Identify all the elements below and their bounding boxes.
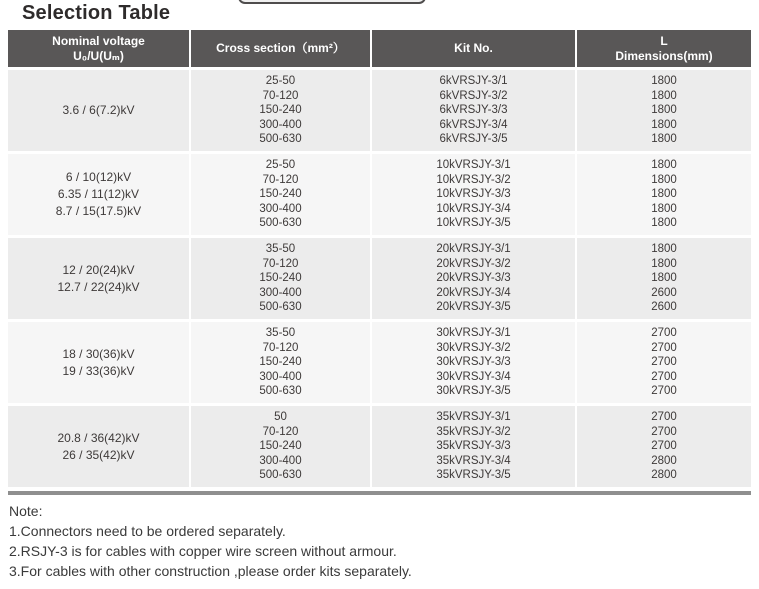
kit-no-cell (372, 154, 575, 235)
header-dimensions (577, 30, 751, 67)
cross-section-value: 300-400 (259, 118, 302, 131)
kit-no-cell (372, 70, 575, 151)
note-item-3: 3.For cables with other construction ,please order kits separately. (9, 563, 412, 579)
cross-section-value: 70-120 (262, 425, 299, 438)
cross-section-value: 150-240 (259, 356, 302, 369)
voltage-cell (8, 406, 189, 487)
dimension-value: 2600 (651, 301, 677, 314)
kit-no-value: 10kVRSJY-3/2 (436, 173, 511, 186)
kit-no-value: 20kVRSJY-3/3 (436, 272, 511, 285)
header-kit-no-label: Kit No. (454, 41, 493, 55)
cropped-top-element (238, 0, 426, 4)
kit-no-value: 35kVRSJY-3/4 (436, 454, 511, 467)
cross-section-value: 150-240 (259, 104, 302, 117)
dimension-value: 2700 (651, 327, 677, 340)
header-kit-no (372, 30, 575, 67)
table-group-row (8, 154, 751, 235)
note-item-1: 1.Connectors need to be ordered separately. (9, 523, 286, 539)
table-group-row (8, 70, 751, 151)
dimension-value: 1800 (651, 133, 677, 146)
dimension-cell (577, 238, 751, 319)
dimension-value: 1800 (651, 217, 677, 230)
kit-no-value: 10kVRSJY-3/3 (436, 188, 511, 201)
cross-section-cell (191, 238, 370, 319)
cross-section-value: 50 (274, 411, 287, 424)
kit-no-value: 6kVRSJY-3/1 (439, 75, 508, 88)
dimension-value: 1800 (651, 75, 677, 88)
cross-section-value: 35-50 (265, 327, 296, 340)
cross-section-cell (191, 322, 370, 403)
dimension-value: 2700 (651, 370, 677, 383)
dimension-value: 2700 (651, 341, 677, 354)
dimension-value: 1800 (651, 118, 677, 131)
dimension-value: 2700 (651, 411, 677, 424)
dimension-value: 2800 (651, 469, 677, 482)
cross-section-value: 35-50 (265, 243, 296, 256)
dimension-value: 1800 (651, 89, 677, 102)
dimension-value: 1800 (651, 188, 677, 201)
header-dimensions-line2: Dimensions(mm) (615, 48, 713, 63)
table-header-row (8, 30, 751, 67)
table-bottom-border (8, 491, 751, 495)
kit-no-value: 6kVRSJY-3/3 (439, 104, 508, 117)
voltage-value: 6.35 / 11(12)kV (57, 187, 140, 201)
kit-no-value: 30kVRSJY-3/3 (436, 356, 511, 369)
kit-no-value: 10kVRSJY-3/1 (436, 159, 511, 172)
cross-section-value: 500-630 (259, 133, 302, 146)
dimension-value: 1800 (651, 173, 677, 186)
cross-section-cell (191, 154, 370, 235)
note-item-2: 2.RSJY-3 is for cables with copper wire screen without armour. (9, 543, 397, 559)
notes-section (9, 501, 749, 581)
cross-section-value: 150-240 (259, 188, 302, 201)
kit-no-value: 6kVRSJY-3/2 (439, 89, 508, 102)
dimension-value: 1800 (651, 257, 677, 270)
cross-section-value: 70-120 (262, 173, 299, 186)
voltage-cell (8, 238, 189, 319)
header-cross-section-label: Cross section（mm²） (216, 41, 345, 55)
cross-section-cell (191, 70, 370, 151)
cross-section-value: 70-120 (262, 257, 299, 270)
kit-no-value: 6kVRSJY-3/5 (439, 133, 508, 146)
kit-no-value: 10kVRSJY-3/4 (436, 202, 511, 215)
kit-no-value: 30kVRSJY-3/5 (436, 385, 511, 398)
voltage-cell (8, 70, 189, 151)
header-nominal-voltage (8, 30, 189, 67)
kit-no-value: 6kVRSJY-3/4 (439, 118, 508, 131)
dimension-value: 2800 (651, 454, 677, 467)
cross-section-cell (191, 406, 370, 487)
dimension-value: 1800 (651, 159, 677, 172)
kit-no-value: 30kVRSJY-3/4 (436, 370, 511, 383)
cross-section-value: 500-630 (259, 469, 302, 482)
voltage-cell (8, 154, 189, 235)
header-cross-section (191, 30, 370, 67)
dimension-value: 1800 (651, 104, 677, 117)
dimension-value: 1800 (651, 272, 677, 285)
cross-section-value: 300-400 (259, 454, 302, 467)
kit-no-value: 35kVRSJY-3/5 (436, 469, 511, 482)
kit-no-value: 30kVRSJY-3/1 (436, 327, 511, 340)
kit-no-value: 35kVRSJY-3/1 (436, 411, 511, 424)
dimension-cell (577, 406, 751, 487)
dimension-value: 2700 (651, 385, 677, 398)
kit-no-cell (372, 322, 575, 403)
table-group-row (8, 406, 751, 487)
cross-section-value: 500-630 (259, 301, 302, 314)
cross-section-value: 300-400 (259, 286, 302, 299)
kit-no-value: 20kVRSJY-3/1 (436, 243, 511, 256)
kit-no-cell (372, 406, 575, 487)
kit-no-value: 30kVRSJY-3/2 (436, 341, 511, 354)
cross-section-value: 70-120 (262, 89, 299, 102)
table-group-row (8, 322, 751, 403)
cross-section-value: 70-120 (262, 341, 299, 354)
kit-no-value: 20kVRSJY-3/5 (436, 301, 511, 314)
kit-no-cell (372, 238, 575, 319)
dimension-cell (577, 154, 751, 235)
dimension-value: 2600 (651, 286, 677, 299)
voltage-value: 3.6 / 6(7.2)kV (62, 103, 135, 117)
notes-title: Note: (9, 503, 43, 519)
voltage-value: 18 / 30(36)kV (62, 346, 135, 361)
cross-section-value: 300-400 (259, 370, 302, 383)
dimension-value: 2700 (651, 356, 677, 369)
voltage-value: 19 / 33(36)kV (62, 363, 135, 378)
kit-no-value: 20kVRSJY-3/2 (436, 257, 511, 270)
voltage-value: 20.8 / 36(42)kV (57, 430, 140, 445)
voltage-value: 12 / 20(24)kV (62, 262, 135, 277)
voltage-value: 6 / 10(12)kV (65, 170, 132, 184)
voltage-value: 12.7 / 22(24)kV (57, 279, 140, 294)
dimension-value: 2700 (651, 425, 677, 438)
header-nominal-voltage-line2: U₀/U(Uₘ) (73, 48, 124, 63)
header-dimensions-line1: L (660, 33, 668, 48)
cross-section-value: 300-400 (259, 202, 302, 215)
page-title: Selection Table (22, 2, 171, 24)
cross-section-value: 500-630 (259, 217, 302, 230)
voltage-cell (8, 322, 189, 403)
header-nominal-voltage-line1: Nominal voltage (52, 33, 145, 48)
table-group-row (8, 238, 751, 319)
dimension-value: 2700 (651, 440, 677, 453)
voltage-value: 8.7 / 15(17.5)kV (55, 204, 142, 218)
cross-section-value: 25-50 (265, 75, 296, 88)
kit-no-value: 10kVRSJY-3/5 (436, 217, 511, 230)
kit-no-value: 35kVRSJY-3/2 (436, 425, 511, 438)
cross-section-value: 25-50 (265, 159, 296, 172)
voltage-value: 26 / 35(42)kV (62, 447, 135, 462)
dimension-value: 1800 (651, 243, 677, 256)
kit-no-value: 35kVRSJY-3/3 (436, 440, 511, 453)
selection-table (8, 30, 751, 495)
cross-section-value: 500-630 (259, 385, 302, 398)
dimension-cell (577, 70, 751, 151)
kit-no-value: 20kVRSJY-3/4 (436, 286, 511, 299)
cross-section-value: 150-240 (259, 440, 302, 453)
dimension-value: 1800 (651, 202, 677, 215)
dimension-cell (577, 322, 751, 403)
cross-section-value: 150-240 (259, 272, 302, 285)
